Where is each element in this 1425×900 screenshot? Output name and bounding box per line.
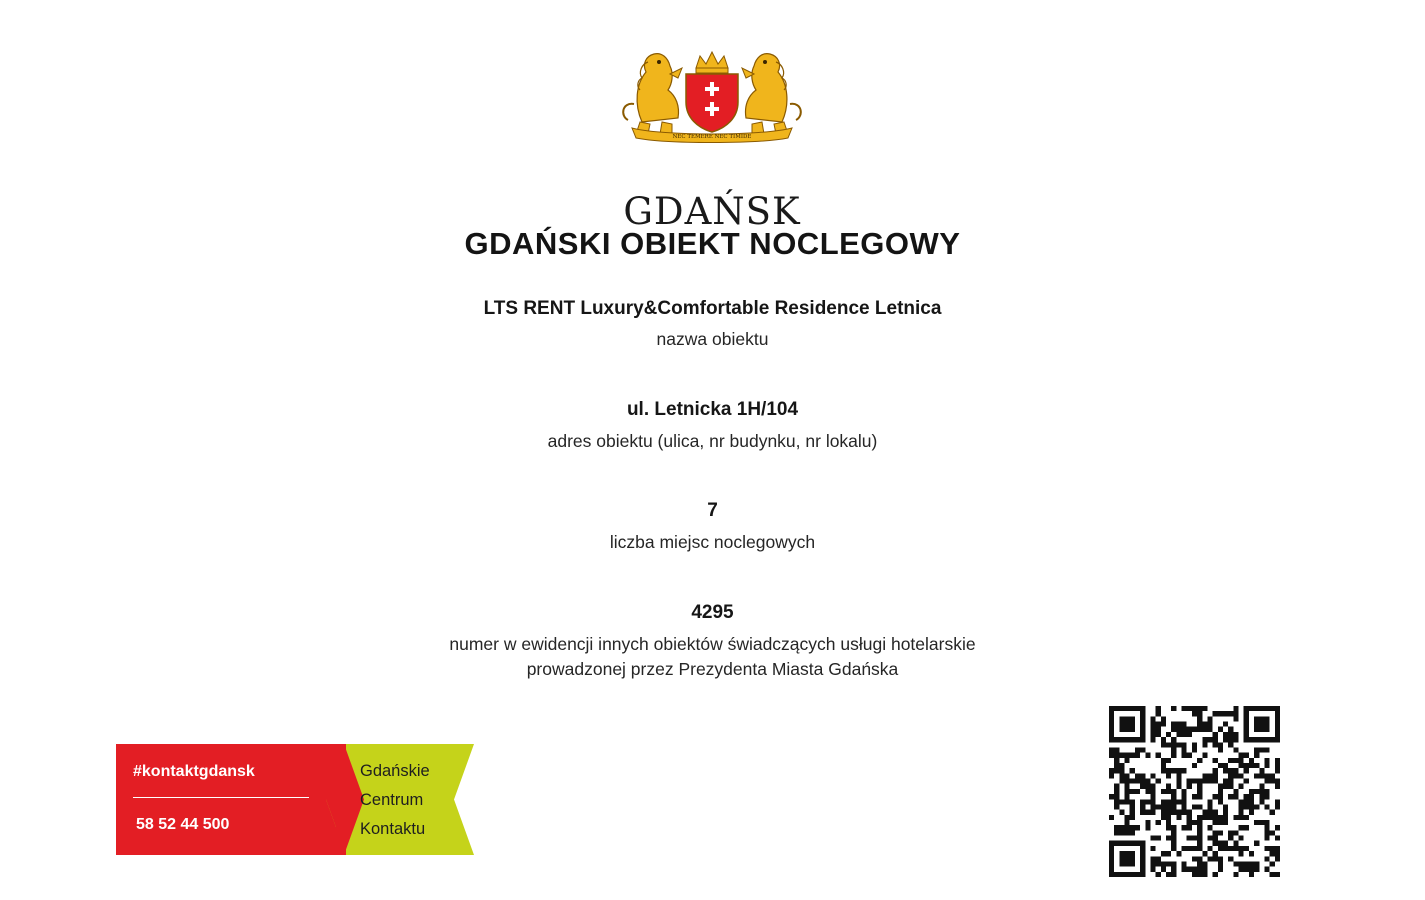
qr-code-icon[interactable] xyxy=(1109,706,1280,877)
contact-center-line-3: Kontaktu xyxy=(360,820,426,838)
right-lion-icon xyxy=(742,54,801,134)
beds-count-label: liczba miejsc noclegowych xyxy=(609,532,816,552)
shield-icon xyxy=(686,74,738,132)
gdansk-logo xyxy=(612,44,812,233)
motto-text: NEC TEMERE NEC TIMIDE xyxy=(672,134,752,140)
crown-icon xyxy=(696,52,728,73)
object-address-value: ul. Letnicka 1H/104 xyxy=(626,399,799,420)
object-name-label: nazwa obiektu xyxy=(656,329,769,349)
registry-number-value: 4295 xyxy=(691,602,734,623)
coat-of-arms-icon xyxy=(612,44,812,144)
banner-divider xyxy=(133,797,309,798)
object-address-label: adres obiektu (ulica, nr budynku, nr lokalu) xyxy=(547,431,878,451)
contact-hashtag: #kontaktgdansk xyxy=(133,763,255,780)
contact-center-line-1: Gdańskie xyxy=(360,762,430,780)
contact-center-line-2: Centrum xyxy=(360,791,424,809)
contact-banner xyxy=(116,744,474,855)
registry-label-line-2: prowadzonej przez Prezydenta Miasta Gdańska xyxy=(526,659,899,679)
left-lion-icon xyxy=(623,54,682,134)
object-name-value: LTS RENT Luxury&Comfortable Residence Letnica xyxy=(483,298,942,319)
page-title: GDAŃSKI OBIEKT NOCLEGOWY xyxy=(464,226,961,261)
registry-label-line-1: numer w ewidencji innych obiektów świadczących usługi hotelarskie xyxy=(449,634,976,654)
registry-number-label xyxy=(0,632,1425,682)
city-name: GDAŃSK xyxy=(623,190,801,233)
beds-count-value: 7 xyxy=(707,500,718,521)
contact-phone: 58 52 44 500 xyxy=(136,816,230,833)
